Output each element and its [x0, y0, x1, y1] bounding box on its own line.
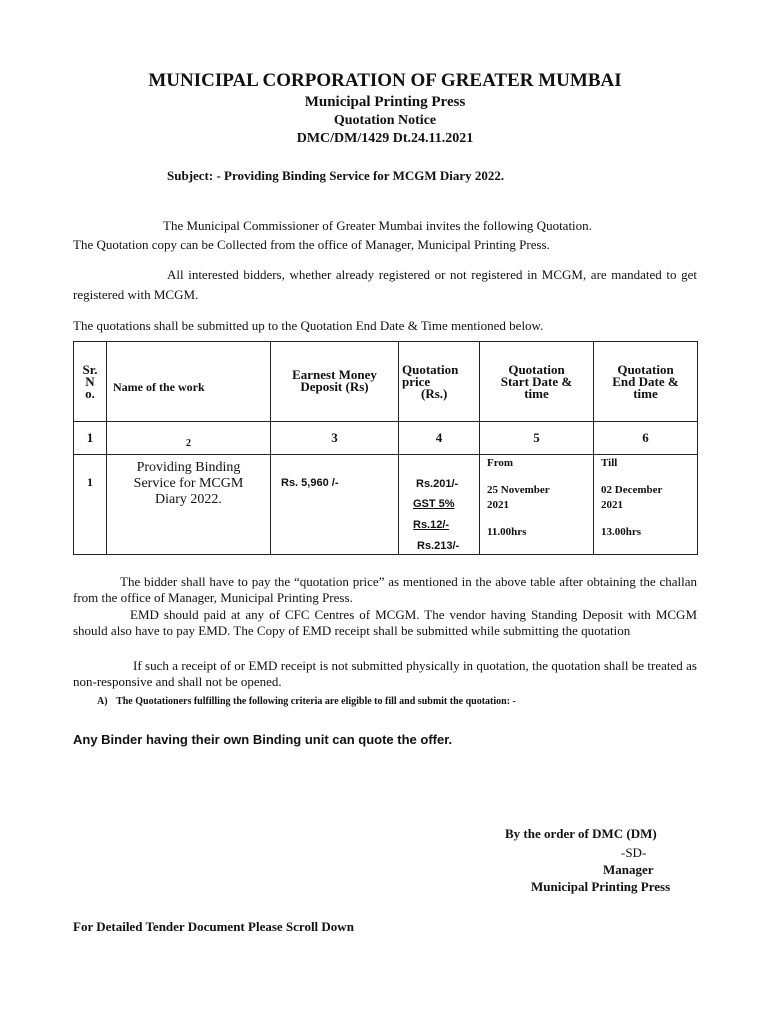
signature-sd: -SD- [621, 845, 647, 860]
column-number: 2 [186, 438, 191, 449]
row-emd-amount: Rs. 5,960 /- [271, 455, 399, 555]
row-start-date [480, 455, 594, 555]
start-time: 11.00hrs [487, 526, 527, 538]
row-work-name: Providing Binding Service for MCGM Diary 2022. [107, 455, 271, 555]
emd-paragraph: EMD should paid at any of CFC Centres of MCGM. The vendor having Standing Deposit with MCGM should also have to pay EMD. The Copy of EMD receipt shall be submitted while submitting the quotation [73, 607, 697, 638]
intro-line-1: The Municipal Commissioner of Greater Mumbai invites the following Quotation. [163, 218, 592, 233]
price-total: Rs.213/- [417, 540, 460, 552]
header-end-date: Quotation End Date & time [594, 342, 698, 422]
criteria-marker: A) [97, 696, 108, 707]
intro-line-2: The Quotation copy can be Collected from the office of Manager, Municipal Printing Press. [73, 237, 550, 252]
end-time: 13.00hrs [601, 526, 642, 538]
criteria-line [97, 696, 516, 707]
header-start-date: Quotation Start Date & time [480, 342, 594, 422]
signature-office: Municipal Printing Press [531, 879, 671, 894]
price-base: Rs.201/- [416, 478, 459, 490]
row-sr-no: 1 [87, 475, 93, 489]
header-name-of-work: Name of the work [107, 342, 271, 422]
column-number: 5 [533, 430, 540, 445]
subject-text: Providing Binding Service for MCGM Diary 2022. [224, 168, 505, 183]
organization-title: MUNICIPAL CORPORATION OF GREATER MUMBAI [148, 70, 622, 91]
signature-title: Manager [603, 862, 654, 877]
subject-line [167, 168, 504, 184]
submission-deadline-text: The quotations shall be submitted up to the Quotation End Date & Time mentioned below. [73, 318, 544, 333]
department-name: Municipal Printing Press [304, 94, 466, 110]
header-earnest-money: Earnest Money Deposit (Rs) [271, 342, 399, 422]
column-number: 3 [331, 430, 338, 445]
payment-paragraph: The bidder shall have to pay the “quotation price” as mentioned in the above table after obtaining the challan from the office of Manager, Municipal Printing Press. [73, 574, 697, 605]
quotation-table [73, 341, 698, 555]
price-gst-amount: Rs.12/- [413, 519, 450, 531]
price-gst-label: GST 5% [413, 498, 455, 510]
registration-paragraph: All interested bidders, whether already registered or not registered in MCGM, are mandated to get registered with MCGM. [73, 267, 697, 302]
start-label: From [487, 457, 514, 469]
row-quotation-price [399, 455, 480, 555]
end-date-line-1: 02 December [601, 484, 663, 496]
reference-number: DMC/DM/1429 Dt.24.11.2021 [296, 131, 474, 146]
table-header-row [74, 342, 698, 422]
criteria-text: The Quotationers fulfilling the following criteria are eligible to fill and submit the quotation: - [116, 696, 516, 707]
scroll-down-note: For Detailed Tender Document Please Scroll Down [73, 919, 354, 934]
notice-title: Quotation Notice [333, 113, 437, 128]
table-number-row [74, 422, 698, 455]
column-number: 6 [642, 430, 649, 445]
table-row [74, 455, 698, 555]
end-date-line-2: 2021 [601, 499, 623, 511]
start-date-line-1: 25 November [487, 484, 550, 496]
subject-label: Subject: - [167, 168, 221, 183]
signature-order: By the order of DMC (DM) [505, 826, 657, 841]
header-quotation-price: Quotation price (Rs.) [399, 342, 480, 422]
row-end-date [594, 455, 698, 555]
column-number: 1 [86, 430, 94, 445]
header-sr-no: Sr. N o. [74, 342, 107, 422]
non-responsive-paragraph: If such a receipt of or EMD receipt is not submitted physically in quotation, the quotation shall be treated as non-responsive and shall not be opened. [73, 658, 697, 689]
binder-eligibility: Any Binder having their own Binding unit can quote the offer. [73, 732, 453, 747]
start-date-line-2: 2021 [487, 499, 509, 511]
end-label: Till [601, 457, 618, 469]
column-number: 4 [435, 430, 443, 445]
